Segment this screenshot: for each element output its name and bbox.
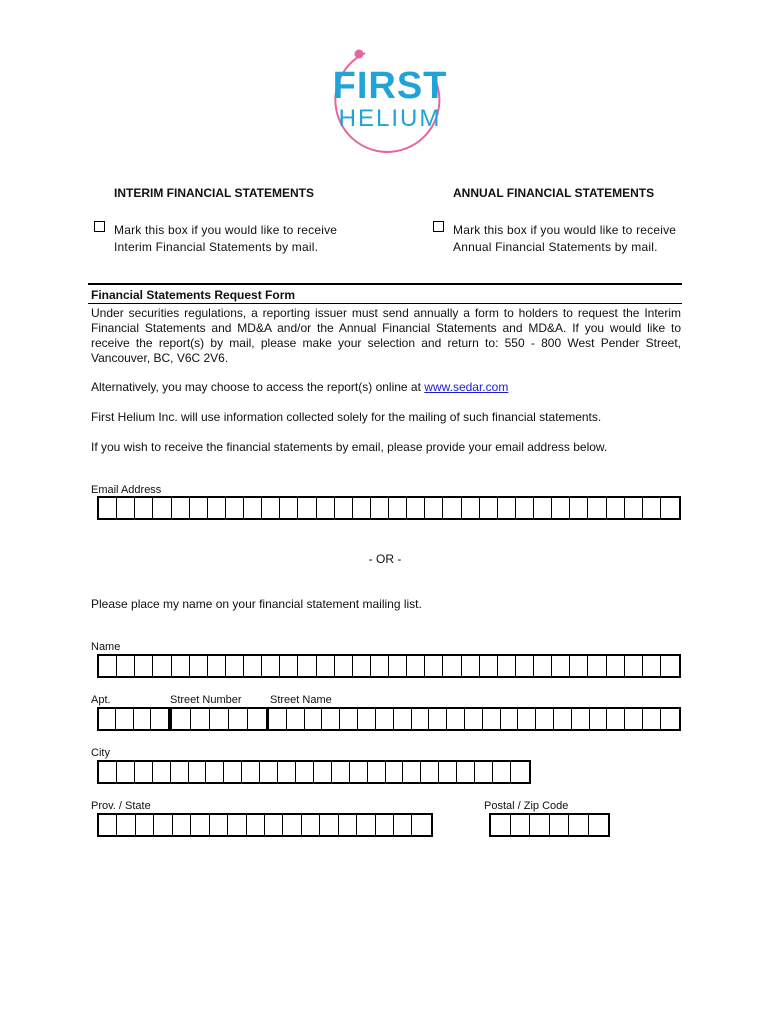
section-divider xyxy=(88,283,682,285)
city-label: City xyxy=(91,747,110,759)
char-box[interactable] xyxy=(376,709,394,729)
apt-field[interactable] xyxy=(97,707,170,731)
char-box[interactable] xyxy=(480,656,498,676)
char-box[interactable] xyxy=(643,498,661,518)
char-box[interactable] xyxy=(172,656,190,676)
char-box[interactable] xyxy=(206,762,224,782)
name-field[interactable] xyxy=(97,654,681,678)
char-box[interactable] xyxy=(588,656,606,676)
char-box[interactable] xyxy=(447,709,465,729)
char-box[interactable] xyxy=(425,656,443,676)
char-box[interactable] xyxy=(412,815,430,835)
char-box[interactable] xyxy=(643,656,661,676)
char-box[interactable] xyxy=(153,762,171,782)
sedar-link[interactable]: www.sedar.com xyxy=(424,380,509,394)
char-box[interactable] xyxy=(501,709,519,729)
online-text: Alternatively, you may choose to access the report(s) online at xyxy=(91,380,425,394)
char-box[interactable] xyxy=(386,762,404,782)
annual-label-line1: Mark this box if you would like to receive xyxy=(453,223,677,237)
char-box[interactable] xyxy=(550,815,570,835)
char-box[interactable] xyxy=(317,498,335,518)
interim-label-line1: Mark this box if you would like to receive xyxy=(114,223,338,237)
char-box[interactable] xyxy=(135,498,153,518)
char-box[interactable] xyxy=(298,498,316,518)
char-box[interactable] xyxy=(99,815,117,835)
char-box[interactable] xyxy=(371,498,389,518)
char-box[interactable] xyxy=(552,656,570,676)
char-box[interactable] xyxy=(353,656,371,676)
char-box[interactable] xyxy=(589,815,609,835)
char-box[interactable] xyxy=(189,762,207,782)
char-box[interactable] xyxy=(475,762,493,782)
char-box[interactable] xyxy=(135,656,153,676)
char-box[interactable] xyxy=(322,709,340,729)
name-label: Name xyxy=(91,641,121,653)
char-box[interactable] xyxy=(462,656,480,676)
char-box[interactable] xyxy=(394,815,412,835)
char-box[interactable] xyxy=(394,709,412,729)
char-box[interactable] xyxy=(491,815,511,835)
char-box[interactable] xyxy=(280,498,298,518)
char-box[interactable] xyxy=(407,656,425,676)
char-box[interactable] xyxy=(117,656,135,676)
char-box[interactable] xyxy=(172,709,191,729)
char-box[interactable] xyxy=(332,762,350,782)
email-label: Email Address xyxy=(91,484,162,496)
char-box[interactable] xyxy=(643,709,661,729)
char-box[interactable] xyxy=(371,656,389,676)
char-box[interactable] xyxy=(117,762,135,782)
char-box[interactable] xyxy=(283,815,301,835)
privacy-paragraph: First Helium Inc. will use information collected solely for the mailing of such financial statements. xyxy=(91,410,602,424)
char-box[interactable] xyxy=(443,498,461,518)
street-number-field[interactable] xyxy=(170,707,267,731)
char-box[interactable] xyxy=(570,656,588,676)
char-box[interactable] xyxy=(208,656,226,676)
char-box[interactable] xyxy=(296,762,314,782)
char-box[interactable] xyxy=(439,762,457,782)
or-separator: - OR - xyxy=(368,552,402,566)
char-box[interactable] xyxy=(572,709,590,729)
char-box[interactable] xyxy=(625,498,643,518)
char-box[interactable] xyxy=(226,656,244,676)
char-box[interactable] xyxy=(483,709,501,729)
email-field[interactable] xyxy=(97,496,681,520)
char-box[interactable] xyxy=(224,762,242,782)
char-box[interactable] xyxy=(353,498,371,518)
char-box[interactable] xyxy=(498,498,516,518)
char-box[interactable] xyxy=(244,498,262,518)
char-box[interactable] xyxy=(190,656,208,676)
char-box[interactable] xyxy=(661,498,679,518)
char-box[interactable] xyxy=(280,656,298,676)
char-box[interactable] xyxy=(421,762,439,782)
char-box[interactable] xyxy=(516,656,534,676)
char-box[interactable] xyxy=(607,656,625,676)
logo-text-first: FIRST xyxy=(332,65,448,107)
char-box[interactable] xyxy=(516,498,534,518)
char-box[interactable] xyxy=(317,656,335,676)
char-box[interactable] xyxy=(116,709,133,729)
char-box[interactable] xyxy=(99,498,117,518)
street-number-label: Street Number xyxy=(170,694,242,706)
char-box[interactable] xyxy=(314,762,332,782)
char-box[interactable] xyxy=(99,709,116,729)
char-box[interactable] xyxy=(368,762,386,782)
char-box[interactable] xyxy=(590,709,608,729)
char-box[interactable] xyxy=(607,709,625,729)
char-box[interactable] xyxy=(171,762,189,782)
char-box[interactable] xyxy=(607,498,625,518)
char-box[interactable] xyxy=(350,762,368,782)
char-box[interactable] xyxy=(389,498,407,518)
char-box[interactable] xyxy=(493,762,511,782)
char-box[interactable] xyxy=(425,498,443,518)
char-box[interactable] xyxy=(412,709,430,729)
char-box[interactable] xyxy=(191,815,209,835)
char-box[interactable] xyxy=(278,762,296,782)
street-name-field[interactable] xyxy=(267,707,681,731)
char-box[interactable] xyxy=(340,709,358,729)
char-box[interactable] xyxy=(247,815,265,835)
char-box[interactable] xyxy=(498,656,516,676)
char-box[interactable] xyxy=(190,498,208,518)
title-divider xyxy=(88,303,682,304)
city-field[interactable] xyxy=(97,760,531,784)
online-paragraph xyxy=(91,380,508,395)
char-box[interactable] xyxy=(210,815,228,835)
char-box[interactable] xyxy=(552,498,570,518)
char-box[interactable] xyxy=(480,498,498,518)
interim-heading: INTERIM FINANCIAL STATEMENTS xyxy=(114,186,314,200)
char-box[interactable] xyxy=(135,762,153,782)
char-box[interactable] xyxy=(248,709,267,729)
char-box[interactable] xyxy=(244,656,262,676)
char-box[interactable] xyxy=(153,498,171,518)
char-box[interactable] xyxy=(335,498,353,518)
prov-label: Prov. / State xyxy=(91,800,151,812)
interim-checkbox[interactable] xyxy=(94,221,105,232)
first-helium-logo xyxy=(325,45,455,157)
char-box[interactable] xyxy=(534,498,552,518)
char-box[interactable] xyxy=(287,709,305,729)
char-box[interactable] xyxy=(357,815,375,835)
char-box[interactable] xyxy=(210,709,229,729)
char-box[interactable] xyxy=(154,815,172,835)
char-box[interactable] xyxy=(376,815,394,835)
char-box[interactable] xyxy=(269,709,287,729)
char-box[interactable] xyxy=(389,656,407,676)
char-box[interactable] xyxy=(661,656,679,676)
annual-label-line2: Annual Financial Statements by mail. xyxy=(453,240,658,254)
char-box[interactable] xyxy=(518,709,536,729)
char-box[interactable] xyxy=(358,709,376,729)
char-box[interactable] xyxy=(136,815,154,835)
annual-checkbox-label xyxy=(453,222,676,256)
email-prompt: If you wish to receive the financial statements by email, please provide your email address below. xyxy=(91,440,608,454)
apt-label: Apt. xyxy=(91,694,111,706)
logo-text-helium: HELIUM xyxy=(338,105,442,132)
char-box[interactable] xyxy=(320,815,338,835)
char-box[interactable] xyxy=(262,498,280,518)
annual-heading: ANNUAL FINANCIAL STATEMENTS xyxy=(453,186,655,200)
char-box[interactable] xyxy=(511,815,531,835)
char-box[interactable] xyxy=(172,498,190,518)
char-box[interactable] xyxy=(429,709,447,729)
char-box[interactable] xyxy=(661,709,679,729)
char-box[interactable] xyxy=(229,709,248,729)
char-box[interactable] xyxy=(242,762,260,782)
intro-paragraph: Under securities regulations, a reporting issuer must send annually a form to holders to request the Interim Financial Statements and MD&A and/or the Annual Financial Statements and MD&A. If you would like to receive the report(s) by mail, please make your selection and return to: 550 - 800 West Pender Street, Vancouver, BC, V6C 2V6. xyxy=(91,306,681,365)
char-box[interactable] xyxy=(407,498,425,518)
char-box[interactable] xyxy=(534,656,552,676)
char-box[interactable] xyxy=(465,709,483,729)
char-box[interactable] xyxy=(536,709,554,729)
annual-checkbox[interactable] xyxy=(433,221,444,232)
char-box[interactable] xyxy=(173,815,191,835)
char-box[interactable] xyxy=(339,815,357,835)
char-box[interactable] xyxy=(117,815,135,835)
char-box[interactable] xyxy=(262,656,280,676)
char-box[interactable] xyxy=(625,709,643,729)
char-box[interactable] xyxy=(443,656,461,676)
char-box[interactable] xyxy=(208,498,226,518)
char-box[interactable] xyxy=(511,762,529,782)
char-box[interactable] xyxy=(260,762,278,782)
char-box[interactable] xyxy=(99,656,117,676)
char-box[interactable] xyxy=(226,498,244,518)
char-box[interactable] xyxy=(117,498,135,518)
char-box[interactable] xyxy=(151,709,168,729)
char-box[interactable] xyxy=(302,815,320,835)
char-box[interactable] xyxy=(570,498,588,518)
char-box[interactable] xyxy=(305,709,323,729)
char-box[interactable] xyxy=(228,815,246,835)
char-box[interactable] xyxy=(403,762,421,782)
char-box[interactable] xyxy=(134,709,151,729)
char-box[interactable] xyxy=(530,815,550,835)
postal-label: Postal / Zip Code xyxy=(484,800,569,812)
char-box[interactable] xyxy=(99,762,117,782)
char-box[interactable] xyxy=(191,709,210,729)
char-box[interactable] xyxy=(569,815,589,835)
street-name-label: Street Name xyxy=(270,694,332,706)
char-box[interactable] xyxy=(265,815,283,835)
char-box[interactable] xyxy=(554,709,572,729)
postal-field[interactable] xyxy=(489,813,610,837)
char-box[interactable] xyxy=(153,656,171,676)
interim-label-line2: Interim Financial Statements by mail. xyxy=(114,240,319,254)
prov-field[interactable] xyxy=(97,813,433,837)
char-box[interactable] xyxy=(457,762,475,782)
mailing-prompt: Please place my name on your financial statement mailing list. xyxy=(91,597,422,611)
char-box[interactable] xyxy=(588,498,606,518)
form-title: Financial Statements Request Form xyxy=(91,288,296,302)
char-box[interactable] xyxy=(298,656,316,676)
interim-checkbox-label xyxy=(114,222,337,256)
char-box[interactable] xyxy=(625,656,643,676)
char-box[interactable] xyxy=(335,656,353,676)
char-box[interactable] xyxy=(462,498,480,518)
